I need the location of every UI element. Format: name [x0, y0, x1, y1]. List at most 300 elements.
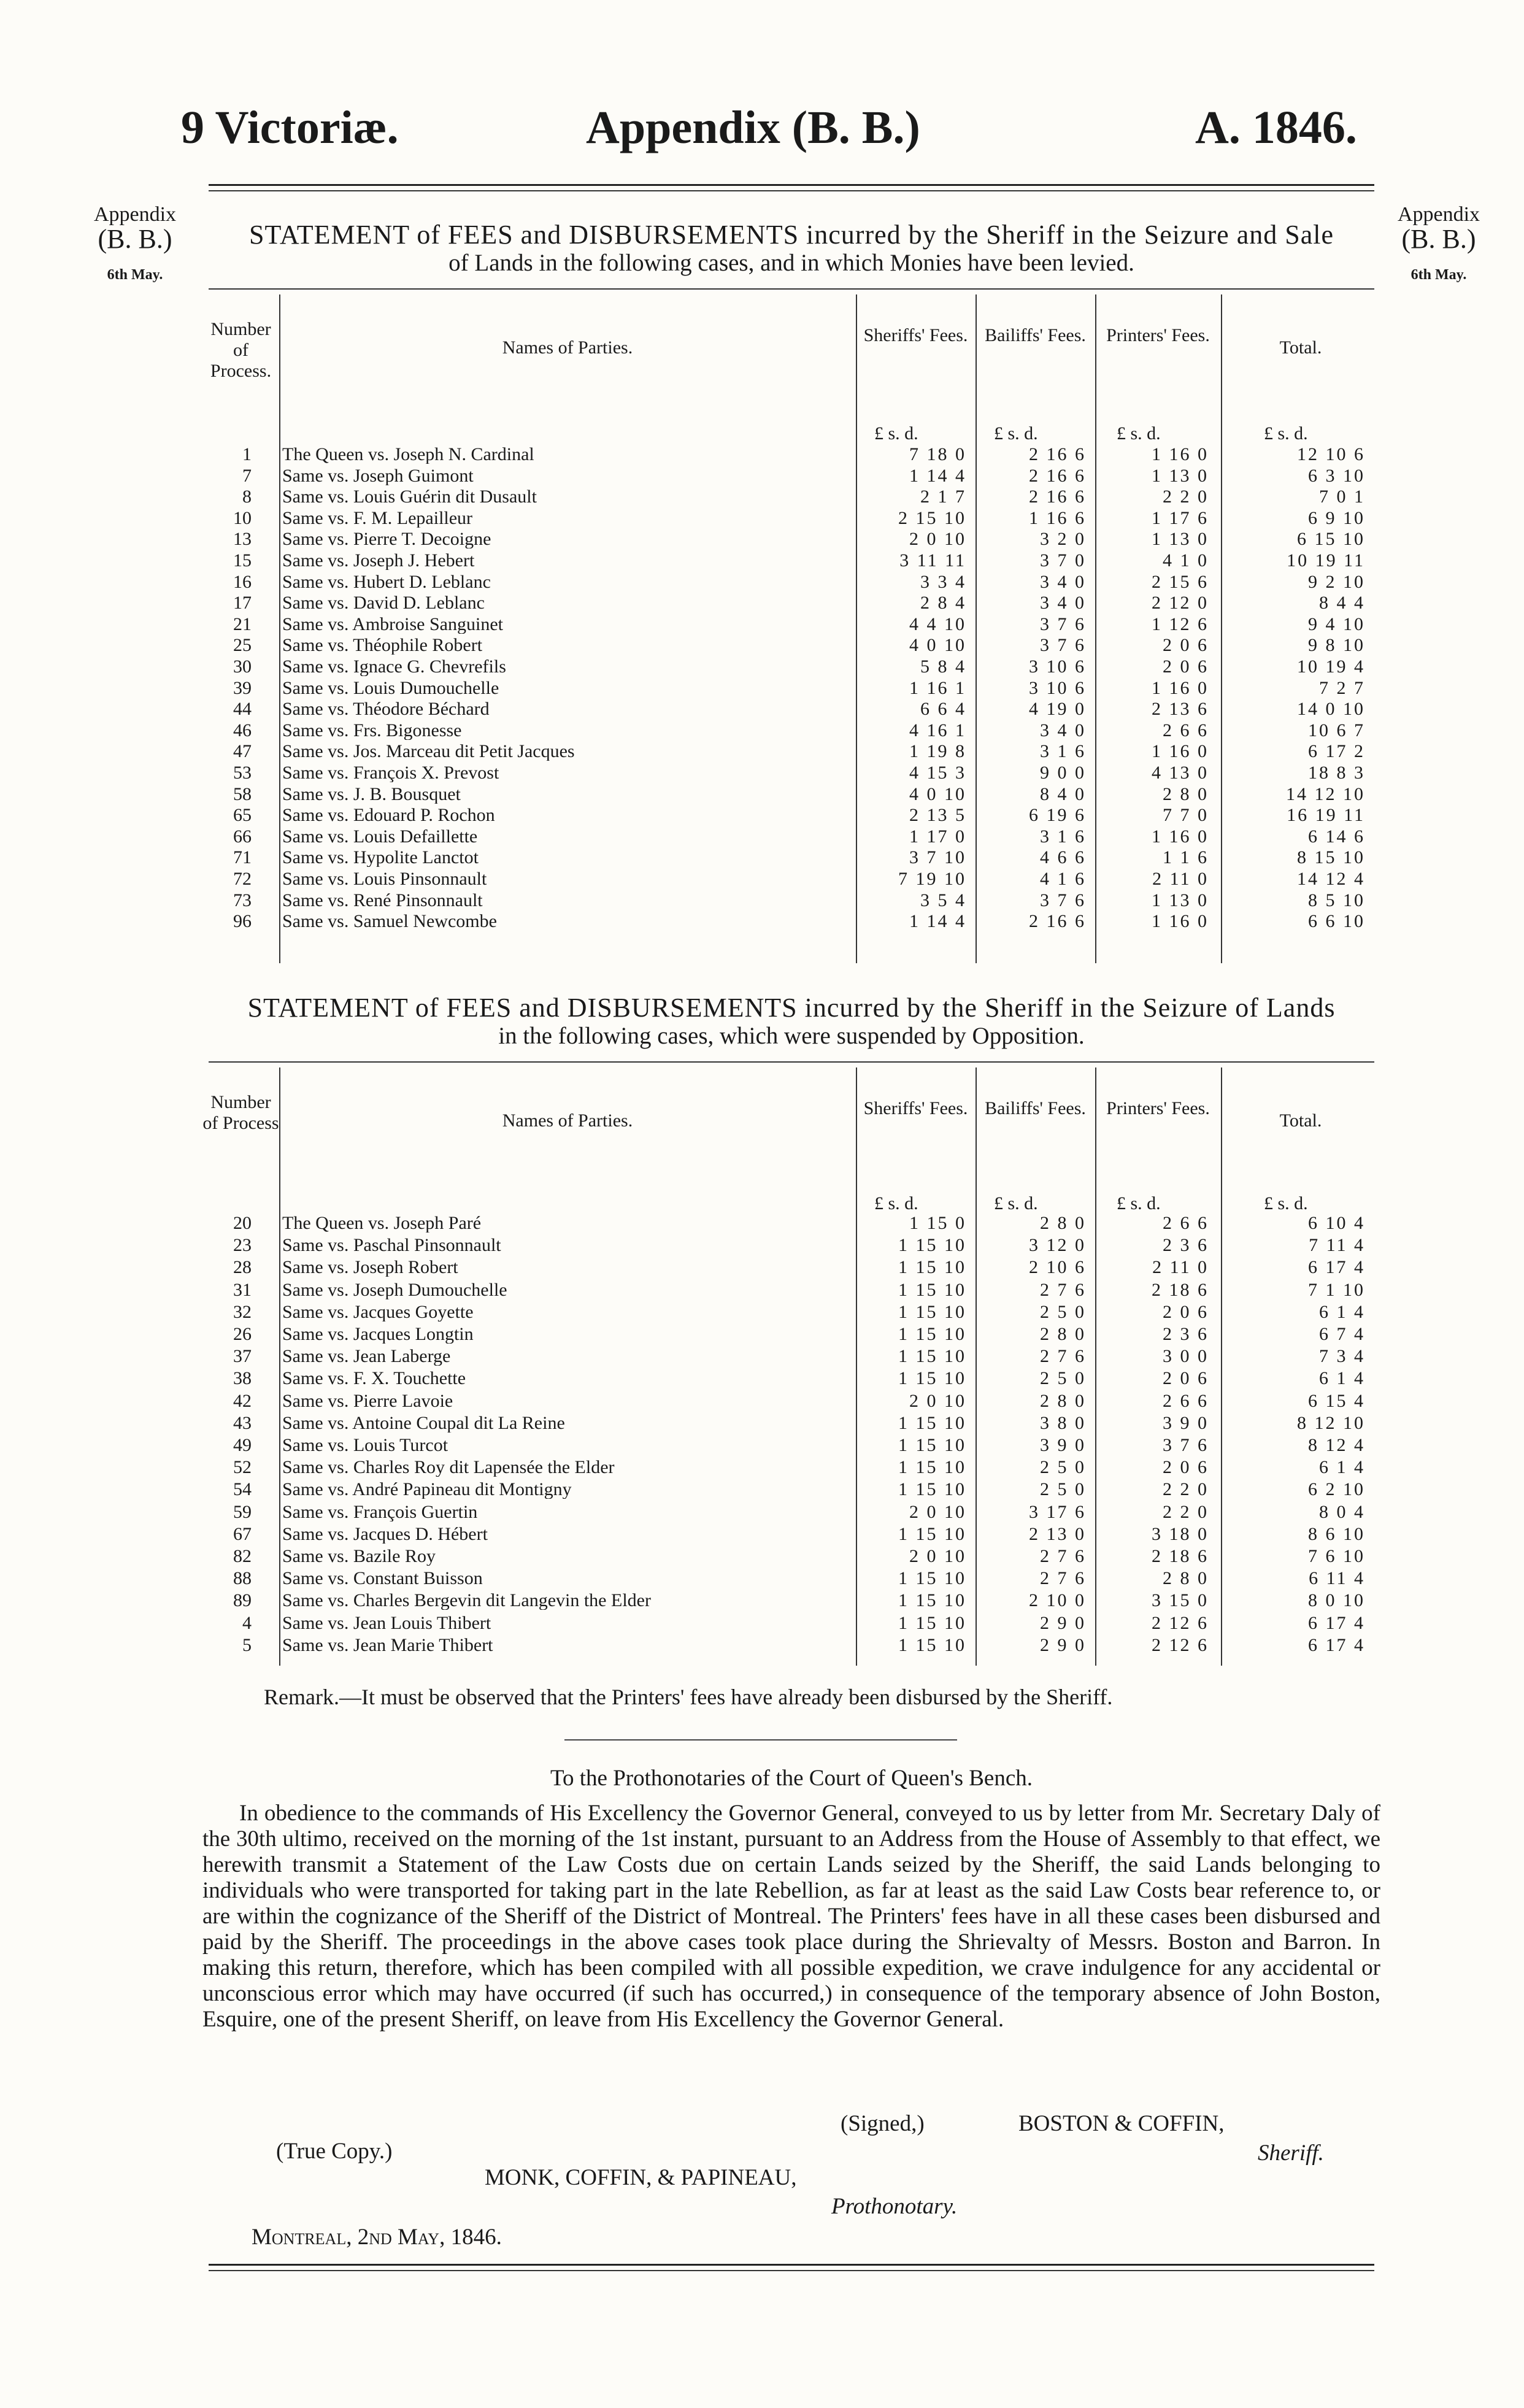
printer-fee: 1 17 6 [1152, 507, 1209, 528]
printer-fee: 2 0 6 [1163, 635, 1209, 656]
margin-date: 6th May. [1410, 267, 1467, 283]
bailiff-fee: 2 16 6 [1029, 911, 1086, 932]
table-row [202, 466, 1380, 485]
party-name: Same vs. Charles Roy dit Lapensée the Elder [282, 1458, 615, 1477]
sheriff-fee: 1 15 10 [898, 1412, 966, 1433]
printer-fee: 2 6 6 [1163, 720, 1209, 740]
printer-fee: 3 9 0 [1163, 1412, 1209, 1433]
total-fee: 8 4 4 [1319, 593, 1365, 614]
printer-fee: 2 6 6 [1163, 1390, 1209, 1411]
total-fee: 16 19 11 [1287, 805, 1365, 826]
table1-units-bailiff: £ s. d. [994, 423, 1038, 444]
table-row [202, 636, 1380, 655]
printer-fee: 2 3 6 [1163, 1235, 1209, 1256]
total-fee: 7 2 7 [1319, 677, 1365, 698]
printer-fee: 2 11 0 [1152, 869, 1209, 889]
party-name: Same vs. Pierre Lavoie [282, 1391, 453, 1410]
bailiff-fee: 2 9 0 [1040, 1612, 1086, 1633]
printer-fee: 1 1 6 [1163, 847, 1209, 868]
bailiff-fee: 2 8 0 [1040, 1324, 1086, 1344]
process-number: 96 [233, 911, 252, 932]
total-fee: 18 8 3 [1308, 763, 1365, 783]
sheriff-fee: 4 0 10 [909, 635, 966, 656]
letter-copy-signer: MONK, COFFIN, & PAPINEAU, [485, 2165, 797, 2190]
bailiff-fee: 2 7 6 [1040, 1279, 1086, 1300]
sheriff-fee: 1 15 0 [909, 1213, 966, 1233]
process-number: 88 [233, 1568, 252, 1589]
table-row [202, 806, 1380, 825]
sheriff-fee: 4 4 10 [909, 614, 966, 634]
table-row [202, 1569, 1380, 1588]
total-fee: 8 6 10 [1308, 1523, 1365, 1544]
process-number: 71 [233, 847, 252, 868]
process-number: 17 [233, 593, 252, 614]
total-fee: 8 12 10 [1297, 1412, 1365, 1433]
table1-title [202, 221, 1380, 277]
party-name: Same vs. Louis Turcot [282, 1436, 448, 1455]
printer-fee: 2 11 0 [1152, 1257, 1209, 1278]
table-row [202, 1236, 1380, 1255]
sheriff-fee: 3 7 10 [909, 847, 966, 868]
bailiff-fee: 2 7 6 [1040, 1346, 1086, 1367]
party-name: Same vs. F. M. Lepailleur [282, 508, 473, 528]
party-name: Same vs. Paschal Pinsonnault [282, 1236, 501, 1255]
table-row [202, 1525, 1380, 1544]
party-name: Same vs. Jean Marie Thibert [282, 1635, 493, 1655]
bailiff-fee: 3 9 0 [1040, 1435, 1086, 1455]
party-name: Same vs. René Pinsonnault [282, 890, 483, 910]
process-number: 73 [233, 890, 252, 910]
party-name: Same vs. Louis Guérin dit Dusault [282, 487, 537, 507]
total-fee: 6 1 4 [1319, 1368, 1365, 1389]
printer-fee: 2 0 6 [1163, 1301, 1209, 1322]
process-number: 26 [233, 1324, 252, 1344]
sheriff-fee: 7 19 10 [898, 869, 966, 889]
process-number: 42 [233, 1390, 252, 1411]
bailiff-fee: 2 8 0 [1040, 1390, 1086, 1411]
process-number: 31 [233, 1279, 252, 1300]
table1-units-sheriff: £ s. d. [874, 423, 918, 444]
sheriff-fee: 1 15 10 [898, 1324, 966, 1344]
printer-fee: 3 7 6 [1163, 1435, 1209, 1455]
total-fee: 14 12 10 [1286, 783, 1365, 804]
header-left: 9 Victoriæ. [181, 102, 399, 153]
table-row [202, 785, 1380, 804]
sheriff-fee: 1 15 10 [898, 1568, 966, 1589]
total-fee: 6 15 10 [1297, 529, 1365, 550]
process-number: 37 [233, 1346, 252, 1367]
bailiff-fee: 3 7 6 [1040, 614, 1086, 634]
party-name: Same vs. Frs. Bigonesse [282, 720, 462, 740]
printer-fee: 2 13 6 [1152, 699, 1209, 720]
process-number: 52 [233, 1457, 252, 1478]
sheriff-fee: 1 14 4 [909, 465, 966, 486]
margin-code: (B. B.) [98, 224, 172, 254]
bailiff-fee: 3 12 0 [1029, 1235, 1086, 1256]
bailiff-fee: 4 19 0 [1029, 699, 1086, 720]
sheriff-fee: 4 0 10 [909, 783, 966, 804]
printer-fee: 4 1 0 [1163, 550, 1209, 571]
bailiff-fee: 3 17 6 [1029, 1501, 1086, 1522]
table2-title-main: STATEMENT of FEES and DISBURSEMENTS incurred by the Sheriff in the Seizure of Lands [247, 993, 1336, 1023]
party-name: Same vs. Théodore Béchard [282, 699, 490, 719]
table-row [202, 1436, 1380, 1455]
table2-title [202, 994, 1380, 1050]
table-row [202, 615, 1380, 634]
printer-fee: 2 12 6 [1152, 1634, 1209, 1655]
table1-top-rule [209, 288, 1374, 290]
table-row [202, 1280, 1380, 1299]
total-fee: 7 1 10 [1308, 1279, 1365, 1300]
party-name: Same vs. Joseph Guimont [282, 466, 474, 485]
party-name: Same vs. Jacques Longtin [282, 1325, 474, 1344]
printer-fee: 1 16 0 [1152, 826, 1209, 847]
bailiff-fee: 2 10 6 [1029, 1257, 1086, 1278]
letter-copy-title: Prothonotary. [831, 2194, 958, 2219]
table1-units-total: £ s. d. [1264, 423, 1308, 444]
process-number: 89 [233, 1590, 252, 1611]
table-row [202, 848, 1380, 867]
process-number: 53 [233, 763, 252, 783]
bailiff-fee: 2 8 0 [1040, 1213, 1086, 1233]
table1-col-sheriff: Sheriffs' Fees. [863, 325, 968, 345]
party-name: Same vs. Hubert D. Leblanc [282, 572, 491, 591]
table1-units-printer: £ s. d. [1117, 423, 1161, 444]
printer-fee: 2 18 6 [1152, 1546, 1209, 1566]
process-number: 21 [233, 614, 252, 634]
printer-fee: 2 3 6 [1163, 1324, 1209, 1344]
total-fee: 6 10 4 [1308, 1213, 1365, 1233]
process-number: 7 [242, 465, 252, 486]
total-fee: 6 15 4 [1308, 1390, 1365, 1411]
printer-fee: 3 18 0 [1152, 1523, 1209, 1544]
table-row [202, 1591, 1380, 1610]
bailiff-fee: 2 16 6 [1029, 465, 1086, 486]
sheriff-fee: 1 14 4 [909, 911, 966, 932]
total-fee: 9 4 10 [1308, 614, 1365, 634]
printer-fee: 1 13 0 [1152, 890, 1209, 910]
printer-fee: 1 16 0 [1152, 741, 1209, 762]
table-row [202, 593, 1380, 612]
sheriff-fee: 1 15 10 [898, 1457, 966, 1478]
table-row [202, 509, 1380, 528]
sheriff-fee: 4 16 1 [909, 720, 966, 740]
total-fee: 10 6 7 [1308, 720, 1365, 740]
sheriff-fee: 7 18 0 [909, 444, 966, 464]
printer-fee: 1 13 0 [1152, 465, 1209, 486]
process-number: 38 [233, 1368, 252, 1389]
table2 [202, 1067, 1380, 1666]
table2-col-bailiff: Bailiffs' Fees. [985, 1098, 1086, 1118]
sheriff-fee: 2 15 10 [898, 507, 966, 528]
footer-rule-2 [209, 2270, 1374, 2271]
process-number: 5 [242, 1634, 252, 1655]
process-number: 46 [233, 720, 252, 740]
process-number: 66 [233, 826, 252, 847]
letter-body: In obedience to the commands of His Excellency the Governor General, conveyed to us by letter from Mr. Secretary Daly of the 30th ultimo, received on the morning of the 1st instant, pursuant to an Address from the House of Assembly to that effect, we herewith transmit a Statement of the Law Costs due on certain Lands seized by the Sheriff, the said Lands belonging to individuals who were transported for taking part in the late Rebellion, as far at least as the said Law Costs bear reference to, or are within the cognizance of the Sheriff of the District of Montreal. The Printers' fees have in all these cases been disbursed and paid by the Sheriff. The proceedings in the above cases took place during the Shrievalty of Messrs. Boston and Barron. In making this return, therefore, which has been compiled with all possible expedition, we crave indulgence for any accidental or unconscious error which may have occurred (if such has occurred,) in consequence of the temporary absence of John Boston, Esquire, one of the present Sheriff, on leave from His Excellency the Governor General. [202, 1801, 1380, 2032]
printer-fee: 2 6 6 [1163, 1213, 1209, 1233]
table-row [202, 721, 1380, 740]
process-number: 28 [233, 1257, 252, 1278]
printer-fee: 2 2 0 [1163, 1501, 1209, 1522]
table-row [202, 1458, 1380, 1477]
sheriff-fee: 1 15 10 [898, 1612, 966, 1633]
bailiff-fee: 3 10 6 [1029, 677, 1086, 698]
table1-col-names: Names of Parties. [502, 337, 633, 358]
sheriff-fee: 1 15 10 [898, 1235, 966, 1256]
total-fee: 7 6 10 [1308, 1546, 1365, 1566]
bailiff-fee: 2 16 6 [1029, 487, 1086, 507]
party-name: Same vs. Bazile Roy [282, 1547, 436, 1566]
printer-fee: 7 7 0 [1163, 805, 1209, 826]
header-center: Appendix (B. B.) [586, 102, 920, 153]
printer-fee: 2 12 0 [1152, 593, 1209, 614]
header-rule-2 [209, 190, 1374, 191]
table-row [202, 445, 1380, 464]
process-number: 47 [233, 741, 252, 762]
bailiff-fee: 2 5 0 [1040, 1457, 1086, 1478]
letter-true-copy: (True Copy.) [276, 2139, 393, 2164]
party-name: Same vs. Jos. Marceau dit Petit Jacques [282, 742, 575, 761]
process-number: 82 [233, 1546, 252, 1566]
table-row [202, 827, 1380, 846]
bailiff-fee: 3 1 6 [1040, 741, 1086, 762]
total-fee: 6 9 10 [1308, 507, 1365, 528]
party-name: The Queen vs. Joseph Paré [282, 1214, 482, 1233]
bailiff-fee: 3 10 6 [1029, 656, 1086, 677]
total-fee: 8 0 10 [1308, 1590, 1365, 1611]
table-row [202, 1369, 1380, 1388]
table-row [202, 572, 1380, 591]
sheriff-fee: 1 15 10 [898, 1368, 966, 1389]
table-row [202, 1614, 1380, 1633]
bailiff-fee: 2 10 0 [1029, 1590, 1086, 1611]
bailiff-fee: 8 4 0 [1040, 783, 1086, 804]
party-name: Same vs. François X. Prevost [282, 763, 499, 782]
table-row [202, 529, 1380, 548]
process-number: 39 [233, 677, 252, 698]
total-fee: 8 0 4 [1319, 1501, 1365, 1522]
party-name: Same vs. Edouard P. Rochon [282, 806, 495, 825]
sheriff-fee: 1 15 10 [898, 1590, 966, 1611]
table-row [202, 891, 1380, 910]
table2-units-printer: £ s. d. [1117, 1193, 1161, 1214]
total-fee: 14 12 4 [1297, 869, 1365, 889]
total-fee: 6 1 4 [1319, 1301, 1365, 1322]
table-row [202, 1414, 1380, 1433]
table-row [202, 657, 1380, 676]
sheriff-fee: 1 15 10 [898, 1523, 966, 1544]
table-row [202, 699, 1380, 718]
printer-fee: 3 15 0 [1152, 1590, 1209, 1611]
printer-fee: 2 2 0 [1163, 487, 1209, 507]
letter-salutation: To the Prothonotaries of the Court of Queen's Bench. [550, 1766, 1033, 1791]
sheriff-fee: 2 0 10 [909, 529, 966, 550]
party-name: Same vs. Louis Pinsonnault [282, 869, 487, 888]
party-name: Same vs. Pierre T. Decoigne [282, 529, 491, 549]
table2-units-total: £ s. d. [1264, 1193, 1308, 1214]
process-number: 44 [233, 699, 252, 720]
bailiff-fee: 2 5 0 [1040, 1301, 1086, 1322]
sheriff-fee: 1 17 0 [909, 826, 966, 847]
party-name: Same vs. Constant Buisson [282, 1569, 483, 1588]
sheriff-fee: 1 15 10 [898, 1301, 966, 1322]
process-number: 49 [233, 1435, 252, 1455]
footer-rule [209, 2264, 1374, 2266]
process-number: 23 [233, 1235, 252, 1256]
sheriff-fee: 2 0 10 [909, 1546, 966, 1566]
table2-col-printer: Printers' Fees. [1106, 1098, 1210, 1118]
party-name: The Queen vs. Joseph N. Cardinal [282, 445, 534, 464]
remark-divider [564, 1739, 957, 1741]
bailiff-fee: 3 2 0 [1040, 529, 1086, 550]
total-fee: 6 17 4 [1308, 1257, 1365, 1278]
party-name: Same vs. Joseph Robert [282, 1258, 458, 1277]
table2-col-total: Total. [1279, 1110, 1322, 1131]
table-row [202, 1325, 1380, 1344]
bailiff-fee: 2 7 6 [1040, 1546, 1086, 1566]
printer-fee: 2 0 6 [1163, 1368, 1209, 1389]
bailiff-fee: 4 1 6 [1040, 869, 1086, 889]
total-fee: 9 8 10 [1308, 635, 1365, 656]
bailiff-fee: 3 1 6 [1040, 826, 1086, 847]
table-row [202, 912, 1380, 931]
bailiff-fee: 3 7 0 [1040, 550, 1086, 571]
sheriff-fee: 2 0 10 [909, 1501, 966, 1522]
sheriff-fee: 1 15 10 [898, 1346, 966, 1367]
margin-note-right [1380, 202, 1497, 287]
party-name: Same vs. François Guertin [282, 1502, 478, 1521]
total-fee: 6 17 4 [1308, 1612, 1365, 1633]
table-row [202, 679, 1380, 698]
margin-label: Appendix [1397, 203, 1480, 226]
remark: Remark.—It must be observed that the Printers' fees have already been disbursed by the Sheriff. [264, 1685, 1113, 1709]
margin-label: Appendix [93, 203, 177, 226]
table-row [202, 1214, 1380, 1233]
party-name: Same vs. Ignace G. Chevrefils [282, 657, 506, 676]
party-name: Same vs. Joseph J. Hebert [282, 551, 475, 570]
process-number: 58 [233, 783, 252, 804]
sheriff-fee: 1 15 10 [898, 1257, 966, 1278]
table1 [202, 294, 1380, 963]
table-row [202, 869, 1380, 888]
party-name: Same vs. Hypolite Lanctot [282, 848, 479, 867]
party-name: Same vs. F. X. Touchette [282, 1369, 466, 1388]
sheriff-fee: 3 11 11 [899, 550, 966, 571]
process-number: 59 [233, 1501, 252, 1522]
bailiff-fee: 2 5 0 [1040, 1368, 1086, 1389]
process-number: 1 [242, 444, 252, 464]
bailiff-fee: 3 7 6 [1040, 890, 1086, 910]
letter-signed: (Signed,) [841, 2111, 925, 2136]
sheriff-fee: 3 3 4 [920, 571, 966, 592]
total-fee: 7 3 4 [1319, 1346, 1365, 1367]
table-row [202, 1347, 1380, 1366]
process-number: 43 [233, 1412, 252, 1433]
party-name: Same vs. Charles Bergevin dit Langevin the Elder [282, 1591, 651, 1610]
sheriff-fee: 1 15 10 [898, 1279, 966, 1300]
table1-col-printer: Printers' Fees. [1106, 325, 1210, 345]
sheriff-fee: 1 15 10 [898, 1479, 966, 1500]
printer-fee: 2 15 6 [1152, 571, 1209, 592]
sheriff-fee: 1 19 8 [909, 741, 966, 762]
table2-units-sheriff: £ s. d. [874, 1193, 918, 1214]
table-row [202, 487, 1380, 506]
header-rule [209, 184, 1374, 186]
printer-fee: 3 0 0 [1163, 1346, 1209, 1367]
printer-fee: 2 8 0 [1163, 783, 1209, 804]
bailiff-fee: 2 16 6 [1029, 444, 1086, 464]
printer-fee: 1 13 0 [1152, 529, 1209, 550]
sheriff-fee: 4 15 3 [909, 763, 966, 783]
total-fee: 8 5 10 [1308, 890, 1365, 910]
total-fee: 14 0 10 [1297, 699, 1365, 720]
sheriff-fee: 3 5 4 [920, 890, 966, 910]
sheriff-fee: 1 15 10 [898, 1634, 966, 1655]
table2-col-names: Names of Parties. [502, 1110, 633, 1131]
party-name: Same vs. Louis Dumouchelle [282, 678, 499, 698]
party-name: Same vs. Antoine Coupal dit La Reine [282, 1413, 565, 1433]
party-name: Same vs. David D. Leblanc [282, 593, 485, 613]
party-name: Same vs. Ambroise Sanguinet [282, 614, 503, 634]
printer-fee: 2 12 6 [1152, 1612, 1209, 1633]
bailiff-fee: 9 0 0 [1040, 763, 1086, 783]
printer-fee: 2 0 6 [1163, 656, 1209, 677]
process-number: 54 [233, 1479, 252, 1500]
printer-fee: 4 13 0 [1152, 763, 1209, 783]
total-fee: 6 17 2 [1308, 741, 1365, 762]
total-fee: 9 2 10 [1308, 571, 1365, 592]
table-row [202, 1636, 1380, 1655]
bailiff-fee: 2 13 0 [1029, 1523, 1086, 1544]
party-name: Same vs. Joseph Dumouchelle [282, 1280, 507, 1299]
table2-top-rule [209, 1061, 1374, 1063]
party-name: Same vs. André Papineau dit Montigny [282, 1480, 572, 1499]
table1-col-bailiff: Bailiffs' Fees. [985, 325, 1086, 345]
letter-signer: BOSTON & COFFIN, [1018, 2111, 1225, 2136]
process-number: 65 [233, 805, 252, 826]
table-row [202, 763, 1380, 782]
letter-signer-title: Sheriff. [1258, 2141, 1324, 2166]
total-fee: 6 17 4 [1308, 1634, 1365, 1655]
total-fee: 6 6 10 [1308, 911, 1365, 932]
table-row [202, 1502, 1380, 1521]
printer-fee: 1 16 0 [1152, 677, 1209, 698]
sheriff-fee: 2 1 7 [920, 487, 966, 507]
process-number: 32 [233, 1301, 252, 1322]
process-number: 8 [242, 487, 252, 507]
table1-title-sub: of Lands in the following cases, and in which Monies have been levied. [448, 250, 1134, 276]
process-number: 30 [233, 656, 252, 677]
total-fee: 12 10 6 [1297, 444, 1365, 464]
table1-col-total: Total. [1279, 337, 1322, 358]
bailiff-fee: 3 4 0 [1040, 720, 1086, 740]
process-number: 4 [242, 1612, 252, 1633]
party-name: Same vs. Louis Defaillette [282, 826, 478, 846]
process-number: 67 [233, 1523, 252, 1544]
process-number: 15 [233, 550, 252, 571]
table-row [202, 1302, 1380, 1321]
table-row [202, 1391, 1380, 1410]
table2-title-sub: in the following cases, which were suspended by Opposition. [498, 1023, 1085, 1049]
bailiff-fee: 2 7 6 [1040, 1568, 1086, 1589]
sheriff-fee: 1 16 1 [909, 677, 966, 698]
bailiff-fee: 3 4 0 [1040, 571, 1086, 592]
table2-col-number: Number of Process [202, 1092, 279, 1133]
process-number: 13 [233, 529, 252, 550]
printer-fee: 2 18 6 [1152, 1279, 1209, 1300]
table-row [202, 742, 1380, 761]
